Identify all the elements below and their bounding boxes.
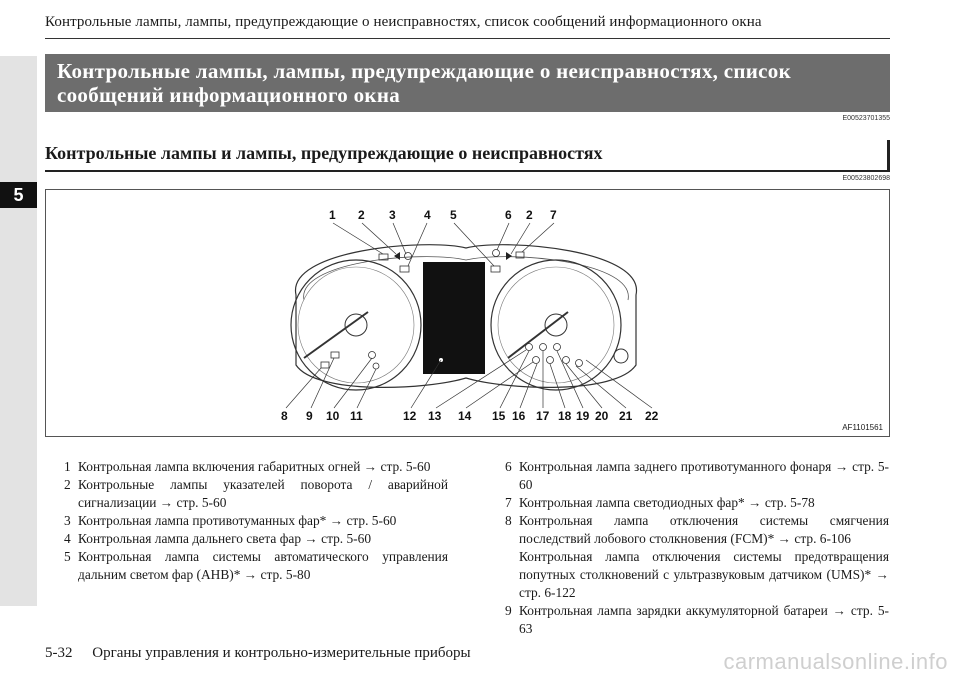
callout-label: 4 bbox=[424, 208, 431, 222]
figure-code: AF1101561 bbox=[842, 423, 883, 432]
warning-icon bbox=[563, 357, 570, 364]
item-number: 7 bbox=[505, 495, 512, 510]
callout-label: 17 bbox=[536, 409, 550, 423]
section-code: E00523701355 bbox=[842, 115, 890, 122]
rear-fog-icon bbox=[493, 250, 500, 257]
legend-item bbox=[505, 602, 889, 638]
item-number: 8 bbox=[505, 513, 512, 528]
warning-icon bbox=[526, 344, 533, 351]
item-text: Контрольные лампы указателей поворота / аварийной сигнализации → стр. 5-60 bbox=[78, 477, 448, 510]
high-beam-icon bbox=[400, 266, 409, 272]
page-footer bbox=[45, 645, 471, 662]
page-number: 5-32 bbox=[45, 645, 73, 661]
item-number: 4 bbox=[64, 531, 71, 546]
section-title-banner: Контрольные лампы, лампы, предупреждающие о неисправностях, список сообщений информационного окна bbox=[45, 54, 890, 112]
subsection-title: Контрольные лампы и лампы, предупреждающие о неисправностях bbox=[45, 140, 890, 172]
legend-item bbox=[505, 494, 889, 512]
leader-line bbox=[497, 223, 509, 250]
warning-icon bbox=[554, 344, 561, 351]
leader-line bbox=[500, 351, 529, 408]
callout-label: 14 bbox=[458, 409, 472, 423]
callout-label: 12 bbox=[403, 409, 417, 423]
leader-line bbox=[511, 223, 530, 254]
item-text: Контрольная лампа светодиодных фар* → стр. 5-78 bbox=[519, 495, 815, 510]
item-number: 9 bbox=[505, 603, 512, 618]
callout-label: 6 bbox=[505, 208, 512, 222]
item-text: Контрольная лампа заднего противотуманного фонаря → стр. 5-60 bbox=[519, 459, 889, 492]
item-number: 1 bbox=[64, 459, 71, 474]
warning-icon bbox=[369, 352, 376, 359]
item-text-continued: Контрольная лампа отключения системы предотвращения попутных столкновений с ультразвуковым датчиком (UMS)* → стр. 6-122 bbox=[519, 549, 889, 600]
instrument-cluster-drawing bbox=[46, 190, 889, 436]
item-text: Контрольная лампа противотуманных фар* → стр. 5-60 bbox=[78, 513, 397, 528]
callout-label: 2 bbox=[526, 208, 533, 222]
left-dial-needle bbox=[304, 312, 368, 358]
legend-item bbox=[64, 530, 448, 548]
chapter-side-tab bbox=[0, 56, 37, 606]
callout-label: 2 bbox=[358, 208, 365, 222]
leader-line bbox=[566, 364, 602, 408]
callout-label: 22 bbox=[645, 409, 659, 423]
trip-reset-knob bbox=[614, 349, 628, 363]
leader-line bbox=[333, 223, 383, 254]
item-text: Контрольная лампа включения габаритных огней → стр. 5-60 bbox=[78, 459, 431, 474]
item-text: Контрольная лампа зарядки аккумуляторной батареи → стр. 5-63 bbox=[519, 603, 889, 636]
right-dial-needle bbox=[508, 312, 568, 358]
item-number: 3 bbox=[64, 513, 71, 528]
legend-item bbox=[64, 458, 448, 476]
item-text: Контрольная лампа системы автоматического управления дальним светом фар (AHB)* → стр. 5-80 bbox=[78, 549, 448, 582]
callout-label: 21 bbox=[619, 409, 633, 423]
warning-icon bbox=[547, 357, 554, 364]
warning-icon bbox=[533, 357, 540, 364]
legend-item bbox=[64, 476, 448, 512]
callout-label: 16 bbox=[512, 409, 526, 423]
item-number: 5 bbox=[64, 549, 71, 564]
battery-charge-icon bbox=[331, 352, 339, 358]
watermark: carmanualsonline.info bbox=[723, 649, 948, 674]
leader-line bbox=[393, 223, 406, 254]
ahb-icon bbox=[491, 266, 500, 272]
left-dial bbox=[291, 260, 421, 390]
legend-right-column bbox=[505, 458, 889, 638]
subsection-code: E00523802698 bbox=[842, 175, 890, 182]
top-callout-labels bbox=[329, 208, 557, 222]
callout-label: 1 bbox=[329, 208, 336, 222]
legend-item bbox=[64, 512, 448, 530]
callout-label: 5 bbox=[450, 208, 457, 222]
footer-chapter-title: Органы управления и контрольно-измерительные приборы bbox=[92, 645, 471, 661]
callout-label: 9 bbox=[306, 409, 313, 423]
running-header: Контрольные лампы, лампы, предупреждающие о неисправностях, список сообщений информационного окна bbox=[45, 14, 890, 39]
item-text: Контрольная лампа дальнего света фар → стр. 5-60 bbox=[78, 531, 372, 546]
right-dial-hub bbox=[545, 314, 567, 336]
item-text: Контрольная лампа отключения системы смягчения последствий лобового столкновения (FCM)* → стр. 6-106 bbox=[519, 513, 889, 546]
callout-label: 18 bbox=[558, 409, 572, 423]
leader-line bbox=[550, 364, 565, 408]
item-number: 6 bbox=[505, 459, 512, 474]
callout-label: 11 bbox=[350, 409, 363, 423]
leader-line bbox=[334, 358, 372, 408]
legend-item bbox=[64, 548, 448, 584]
callout-label: 15 bbox=[492, 409, 506, 423]
fcm-off-icon bbox=[321, 362, 329, 368]
leader-line bbox=[357, 369, 376, 408]
callout-label: 8 bbox=[281, 409, 288, 423]
center-info-display bbox=[423, 262, 485, 374]
callout-label: 7 bbox=[550, 208, 557, 222]
legend-item bbox=[505, 512, 889, 548]
chapter-number-tab: 5 bbox=[0, 182, 37, 208]
item-number: 2 bbox=[64, 477, 71, 492]
leader-line bbox=[286, 368, 321, 408]
callout-label: 10 bbox=[326, 409, 340, 423]
instrument-cluster-figure bbox=[45, 189, 890, 437]
warning-icon bbox=[576, 360, 583, 367]
legend-left-column bbox=[64, 458, 448, 584]
leader-line bbox=[362, 223, 396, 254]
right-dial-inner bbox=[498, 267, 614, 383]
left-dial-inner bbox=[298, 267, 414, 383]
warning-icon bbox=[373, 363, 379, 369]
right-dial bbox=[491, 260, 621, 390]
bottom-callout-labels bbox=[281, 409, 659, 423]
callout-label: 3 bbox=[389, 208, 396, 222]
warning-icon bbox=[540, 344, 547, 351]
callout-label: 20 bbox=[595, 409, 609, 423]
callout-label: 19 bbox=[576, 409, 590, 423]
callout-label: 13 bbox=[428, 409, 442, 423]
legend-item bbox=[505, 458, 889, 494]
